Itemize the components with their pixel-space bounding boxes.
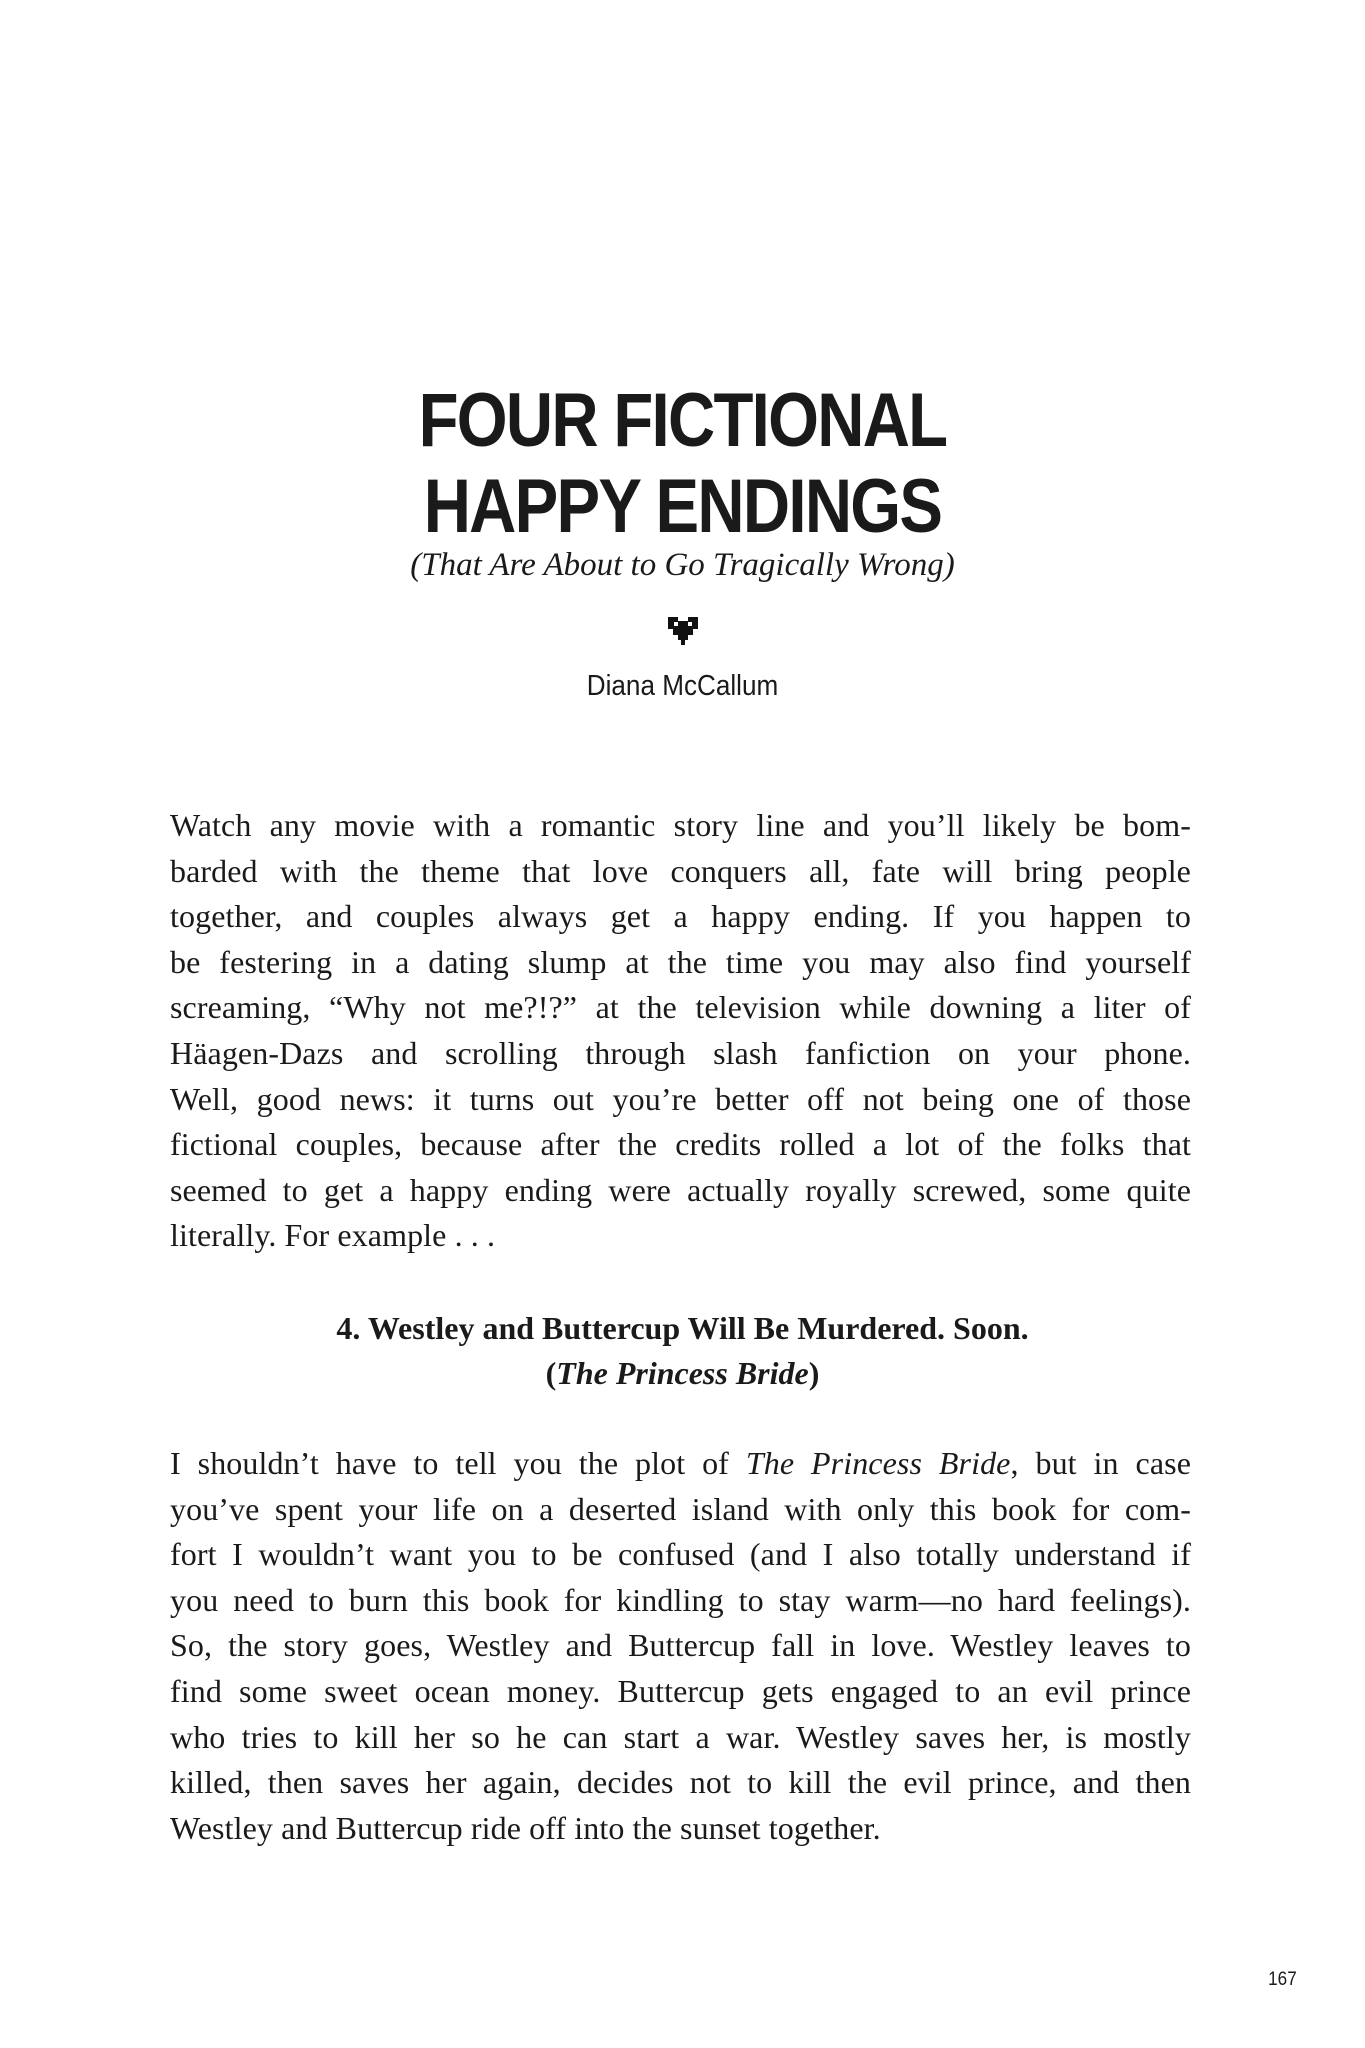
intro-line: seemed to get a happy ending were actually royally screwed, some quite bbox=[170, 1171, 1191, 1208]
intro-line: literally. For example . . . bbox=[170, 1217, 496, 1254]
section-line-1-film-title: The Princess Bride bbox=[745, 1445, 1011, 1481]
section-line: So, the story goes, Westley and Buttercup fall in love. Westley leaves to bbox=[170, 1627, 1191, 1664]
section-line: Westley and Buttercup ride off into the sunset together. bbox=[170, 1809, 881, 1846]
section-heading-open-paren: ( bbox=[545, 1355, 557, 1391]
section-line: who tries to kill her so he can start a war. Westley saves her, is mostly bbox=[170, 1718, 1191, 1755]
intro-line: be festering in a dating slump at the time you may also find yourself bbox=[170, 943, 1191, 980]
section-heading bbox=[0, 1306, 1365, 1396]
intro-paragraph bbox=[170, 803, 1191, 1259]
intro-line: Häagen-Dazs and scrolling through slash fanfiction on your phone. bbox=[170, 1034, 1191, 1071]
section-line: you’ve spent your life on a deserted island with only this book for com- bbox=[170, 1490, 1191, 1527]
intro-line: screaming, “Why not me?!?” at the television while downing a liter of bbox=[170, 989, 1191, 1026]
section-line-1-after: , but in case bbox=[1010, 1445, 1191, 1481]
section-heading-close-paren: ) bbox=[808, 1355, 820, 1391]
section-heading-line-1: 4. Westley and Buttercup Will Be Murdered. Soon. bbox=[336, 1310, 1029, 1346]
section-line: find some sweet ocean money. Buttercup gets engaged to an evil prince bbox=[170, 1672, 1191, 1709]
page-number: 167 bbox=[1268, 1969, 1297, 1990]
section-line: killed, then saves her again, decides not to kill the evil prince, and then bbox=[170, 1764, 1191, 1801]
chapter-subtitle: (That Are About to Go Tragically Wrong) bbox=[410, 547, 955, 583]
section-paragraph bbox=[170, 1441, 1191, 1851]
intro-line: Well, good news: it turns out you’re better off not being one of those bbox=[170, 1080, 1191, 1117]
intro-line: barded with the theme that love conquers all, fate will bring people bbox=[170, 852, 1191, 889]
chapter-title-line-2: HAPPY ENDINGS bbox=[423, 464, 942, 549]
section-heading-film-title: The Princess Bride bbox=[556, 1355, 809, 1391]
author-name: Diana McCallum bbox=[586, 670, 779, 702]
section-line bbox=[170, 1441, 1191, 1487]
intro-line: fictional couples, because after the credits rolled a lot of the folks that bbox=[170, 1126, 1191, 1163]
section-heading-line-2 bbox=[0, 1351, 1365, 1396]
section-line-1-before: I shouldn’t have to tell you the plot of bbox=[170, 1445, 746, 1481]
section-line: fort I wouldn’t want you to be confused (and I also totally understand if bbox=[170, 1536, 1191, 1573]
heart-ornament-icon bbox=[666, 613, 700, 647]
intro-line: Watch any movie with a romantic story line and you’ll likely be bom- bbox=[170, 807, 1191, 843]
chapter-title bbox=[96, 378, 1270, 550]
section-line: you need to burn this book for kindling to stay warm—no hard feelings). bbox=[170, 1581, 1191, 1618]
intro-line: together, and couples always get a happy ending. If you happen to bbox=[170, 898, 1191, 935]
chapter-title-line-1: FOUR FICTIONAL bbox=[418, 378, 947, 463]
